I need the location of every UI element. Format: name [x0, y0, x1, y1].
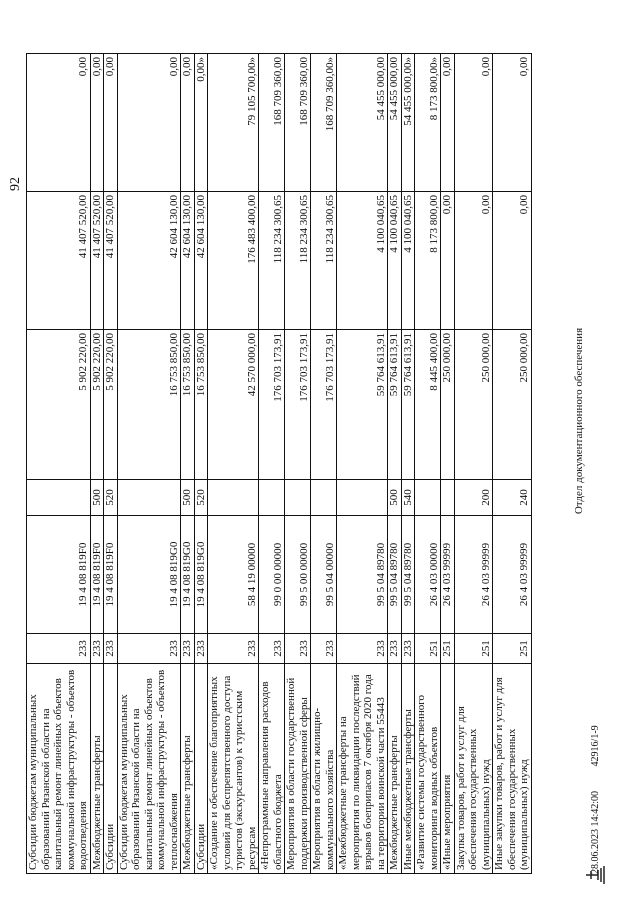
row-amount-2023-cell: 5 902 220,00	[104, 330, 118, 480]
row-amount-2024-cell: 118 234 300,65	[259, 192, 285, 330]
row-name-cell: Закупка товаров, работ и услуг для обеспечения государственных (муниципальных) нужд	[454, 664, 493, 874]
row-amount-2024-cell: 42 604 130,00	[181, 192, 195, 330]
row-name-cell: Мероприятия в области жилищно-коммунального хозяйства	[311, 664, 337, 874]
footer-doc-id: 42916/1-9	[590, 725, 601, 767]
row-vr-cell: 500	[388, 480, 402, 516]
row-amount-2023-cell: 250 000,00	[493, 330, 532, 480]
row-csr-cell: 99 5 00 00000	[285, 516, 311, 634]
row-csr-cell: 19 4 08 819F0	[27, 516, 91, 634]
row-amount-2025-cell: 0,00	[441, 54, 455, 192]
row-amount-2023-cell: 5 902 220,00	[27, 330, 91, 480]
row-amount-2024-cell: 4 100 040,65	[388, 192, 402, 330]
row-vr-cell	[285, 480, 311, 516]
row-csr-cell: 99 5 04 89780	[388, 516, 402, 634]
table-row	[90, 54, 104, 874]
row-csr-cell: 99 0 00 00000	[259, 516, 285, 634]
table-row	[181, 54, 195, 874]
row-grbs-cell: 233	[27, 634, 91, 664]
row-name-cell: «Развитие системы государственного мониторинга водных объектов	[415, 664, 441, 874]
row-vr-cell: 520	[194, 480, 208, 516]
row-amount-2025-cell: 54 455 000,00	[337, 54, 388, 192]
row-grbs-cell: 251	[441, 634, 455, 664]
row-amount-2024-cell: 0,00	[454, 192, 493, 330]
row-vr-cell	[208, 480, 259, 516]
row-amount-2025-cell: 79 105 700,00»	[208, 54, 259, 192]
row-name-cell: Межбюджетные трансферты	[388, 664, 402, 874]
row-amount-2023-cell: 59 764 613,91	[401, 330, 415, 480]
row-csr-cell: 26 4 03 00000	[415, 516, 441, 634]
row-grbs-cell: 233	[208, 634, 259, 664]
row-amount-2023-cell: 59 764 613,91	[388, 330, 402, 480]
row-amount-2025-cell: 8 173 800,00»	[415, 54, 441, 192]
budget-table	[26, 53, 532, 874]
row-amount-2023-cell: 16 753 850,00	[181, 330, 195, 480]
row-amount-2023-cell: 176 703 173,91	[285, 330, 311, 480]
row-grbs-cell: 251	[493, 634, 532, 664]
row-amount-2024-cell: 176 483 400,00	[208, 192, 259, 330]
row-grbs-cell: 233	[337, 634, 388, 664]
table-row	[259, 54, 285, 874]
row-amount-2024-cell: 41 407 520,00	[27, 192, 91, 330]
row-vr-cell	[415, 480, 441, 516]
row-name-cell: Межбюджетные трансферты	[90, 664, 104, 874]
row-amount-2025-cell: 0,00	[454, 54, 493, 192]
row-amount-2025-cell: 0,00	[27, 54, 91, 192]
row-csr-cell: 58 4 19 00000	[208, 516, 259, 634]
table-row	[415, 54, 441, 874]
row-amount-2025-cell: 0,00	[117, 54, 181, 192]
row-name-cell: Субсидии	[104, 664, 118, 874]
table-row	[117, 54, 181, 874]
row-amount-2023-cell: 16 753 850,00	[194, 330, 208, 480]
table-row	[441, 54, 455, 874]
row-amount-2024-cell: 42 604 130,00	[194, 192, 208, 330]
table-row	[493, 54, 532, 874]
row-amount-2023-cell: 176 703 173,91	[311, 330, 337, 480]
row-grbs-cell: 251	[415, 634, 441, 664]
row-name-cell: Мероприятия в области государственной поддержки производственной сферы	[285, 664, 311, 874]
row-grbs-cell: 233	[311, 634, 337, 664]
row-csr-cell: 19 4 08 819G0	[181, 516, 195, 634]
row-name-cell: «Создание и обеспечение благоприятных условий для беспрепятственного доступа туристов (экскурсантов) к туристским ресурсам	[208, 664, 259, 874]
row-amount-2025-cell: 0,00	[90, 54, 104, 192]
table-row	[337, 54, 388, 874]
table-row	[388, 54, 402, 874]
row-vr-cell: 520	[104, 480, 118, 516]
row-amount-2024-cell: 0,00	[493, 192, 532, 330]
row-vr-cell: 500	[90, 480, 104, 516]
row-vr-cell: 200	[454, 480, 493, 516]
row-amount-2024-cell: 0,00	[441, 192, 455, 330]
row-vr-cell	[117, 480, 181, 516]
row-csr-cell: 19 4 08 819G0	[117, 516, 181, 634]
row-amount-2024-cell: 4 100 040,65	[337, 192, 388, 330]
row-amount-2023-cell: 59 764 613,91	[337, 330, 388, 480]
row-csr-cell: 19 4 08 819F0	[90, 516, 104, 634]
table-row	[27, 54, 91, 874]
row-amount-2025-cell: 168 709 360,00	[285, 54, 311, 192]
row-grbs-cell: 233	[117, 634, 181, 664]
row-grbs-cell: 233	[104, 634, 118, 664]
row-amount-2023-cell: 250 000,00	[454, 330, 493, 480]
row-grbs-cell: 233	[401, 634, 415, 664]
row-vr-cell: 240	[493, 480, 532, 516]
footer-timestamp: 28.06.2023 14:42:00	[590, 790, 601, 874]
row-amount-2024-cell: 42 604 130,00	[117, 192, 181, 330]
row-amount-2023-cell: 16 753 850,00	[117, 330, 181, 480]
row-name-cell: Субсидии бюджетам муниципальных образований Рязанской области на капитальный ремонт линейных объектов коммунальной инфраструктуры - объектов водоотведения	[27, 664, 91, 874]
row-csr-cell: 26 4 03 99999	[493, 516, 532, 634]
row-vr-cell	[311, 480, 337, 516]
row-amount-2023-cell: 5 902 220,00	[90, 330, 104, 480]
table-row	[285, 54, 311, 874]
row-grbs-cell: 233	[181, 634, 195, 664]
row-name-cell: «Непрограммные направления расходов областного бюджета	[259, 664, 285, 874]
table-row	[401, 54, 415, 874]
row-amount-2024-cell: 118 234 300,65	[311, 192, 337, 330]
row-amount-2025-cell: 0,00	[104, 54, 118, 192]
row-amount-2023-cell: 250 000,00	[441, 330, 455, 480]
row-grbs-cell: 233	[90, 634, 104, 664]
row-name-cell: Межбюджетные трансферты	[181, 664, 195, 874]
footer-registration	[590, 703, 601, 874]
row-name-cell: «Иные мероприятия	[441, 664, 455, 874]
row-grbs-cell: 233	[285, 634, 311, 664]
budget-table-body	[27, 54, 532, 874]
row-csr-cell: 19 4 08 819F0	[104, 516, 118, 634]
row-amount-2025-cell: 54 455 000,00»	[401, 54, 415, 192]
row-grbs-cell: 233	[259, 634, 285, 664]
row-vr-cell	[27, 480, 91, 516]
row-vr-cell: 540	[401, 480, 415, 516]
row-amount-2024-cell: 41 407 520,00	[104, 192, 118, 330]
row-name-cell: Иные закупки товаров, работ и услуг для обеспечения государственных (муниципальных) нужд	[493, 664, 532, 874]
row-csr-cell: 99 5 04 89780	[337, 516, 388, 634]
row-amount-2023-cell: 42 570 000,00	[208, 330, 259, 480]
table-row	[311, 54, 337, 874]
row-amount-2024-cell: 41 407 520,00	[90, 192, 104, 330]
page-number: 92	[8, 177, 23, 191]
table-row	[104, 54, 118, 874]
department-stamp-text: Отдел документационного обеспечения	[573, 327, 585, 515]
row-grbs-cell: 233	[194, 634, 208, 664]
row-amount-2025-cell: 168 709 360,00»	[311, 54, 337, 192]
row-amount-2025-cell: 0,00	[493, 54, 532, 192]
row-vr-cell	[337, 480, 388, 516]
row-csr-cell: 99 5 04 00000	[311, 516, 337, 634]
table-row	[208, 54, 259, 874]
row-csr-cell: 99 5 04 89780	[401, 516, 415, 634]
row-name-cell: Субсидии бюджетам муниципальных образований Рязанской области на капитальный ремонт линейных объектов коммунальной инфраструктуры - объектов теплоснабжения	[117, 664, 181, 874]
row-name-cell: «Межбюджетные трансферты на мероприятия по ликвидации последствий взрывов боеприпасов 7 октября 2020 года на территории воинской части 55443	[337, 664, 388, 874]
table-row	[194, 54, 208, 874]
row-amount-2025-cell: 54 455 000,00	[388, 54, 402, 192]
row-amount-2024-cell: 4 100 040,65	[401, 192, 415, 330]
table-row	[454, 54, 493, 874]
row-vr-cell	[259, 480, 285, 516]
row-amount-2025-cell: 168 709 360,00	[259, 54, 285, 192]
row-vr-cell: 500	[181, 480, 195, 516]
row-grbs-cell: 251	[454, 634, 493, 664]
row-vr-cell	[441, 480, 455, 516]
row-grbs-cell: 233	[388, 634, 402, 664]
row-amount-2025-cell: 0,00»	[194, 54, 208, 192]
row-name-cell: Субсидии	[194, 664, 208, 874]
row-amount-2024-cell: 8 173 800,00	[415, 192, 441, 330]
row-csr-cell: 19 4 08 819G0	[194, 516, 208, 634]
row-csr-cell: 26 4 03 99999	[441, 516, 455, 634]
row-amount-2023-cell: 8 445 400,00	[415, 330, 441, 480]
row-csr-cell: 26 4 03 99999	[454, 516, 493, 634]
row-name-cell: Иные межбюджетные трансферты	[401, 664, 415, 874]
row-amount-2024-cell: 118 234 300,65	[285, 192, 311, 330]
row-amount-2023-cell: 176 703 173,91	[259, 330, 285, 480]
row-amount-2025-cell: 0,00	[181, 54, 195, 192]
